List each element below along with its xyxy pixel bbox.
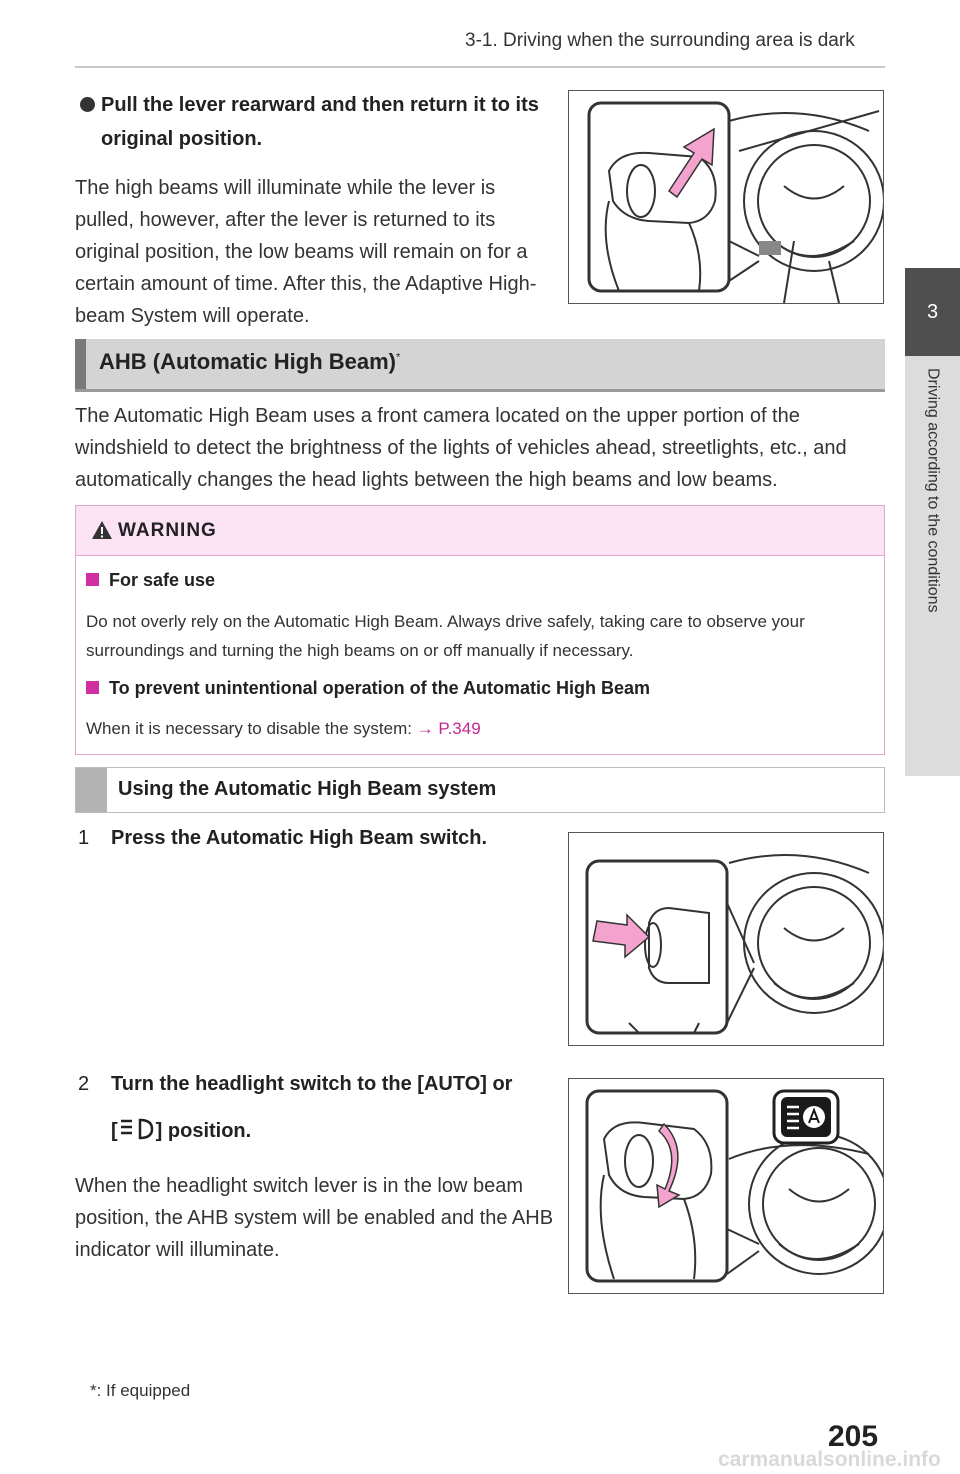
- hand-icon: [606, 153, 716, 291]
- figure-lever-pull: [568, 90, 884, 304]
- footnote-text: *: If equipped: [90, 1381, 191, 1400]
- step-1: [78, 827, 487, 850]
- section-header-title: 3-1. Driving when the surrounding area is dark: [465, 30, 855, 51]
- section-heading-title: AHB (Automatic High Beam): [99, 349, 397, 374]
- warning-prevent-text: When it is necessary to disable the system: → P.349: [86, 719, 481, 738]
- footnote-marker: *: [396, 351, 401, 364]
- subsection-heading-title: Using the Automatic High Beam system: [118, 778, 497, 800]
- figure-headlight-switch: [568, 1078, 884, 1294]
- step-text: ] position.: [155, 1120, 252, 1142]
- warning-subheading-prevent: To prevent unintentional operation of the Automatic High Beam: [86, 678, 650, 699]
- headlight-switch-illustration: [569, 1079, 883, 1293]
- chapter-tab[interactable]: [905, 356, 960, 776]
- warning-box: [75, 505, 885, 755]
- press-arrow-icon: [593, 915, 649, 957]
- high-beam-paragraph: The high beams will illuminate while the lever is pulled, however, after the lever is returned to its original position, the low beams will remain on for a certain amount of time. After this, the Adaptive High-beam System will operate.: [75, 177, 537, 327]
- step-number: 2: [78, 1073, 90, 1095]
- step-text: Press the Automatic High Beam switch.: [111, 827, 488, 849]
- figure-ahb-switch: [568, 832, 884, 1046]
- square-bullet-icon: [86, 681, 99, 694]
- section-heading-ahb: [75, 339, 885, 392]
- rotate-arrow-icon: [657, 1124, 679, 1207]
- pull-arrow-icon: [669, 129, 714, 197]
- lever-pull-illustration: [569, 91, 883, 303]
- ahb-description-paragraph: The Automatic High Beam uses a front camera located on the upper portion of the windshield to detect the brightness of the lights of vehicles ahead, streetlights, etc., and automatically changes the head lights between the high beams and low beams.: [75, 405, 847, 491]
- page-reference-link[interactable]: → P.349: [416, 719, 481, 738]
- section-heading-marker: [75, 339, 86, 389]
- low-beam-symbol-icon: [118, 1117, 156, 1141]
- step-2: [78, 1073, 512, 1096]
- warning-header: [76, 506, 884, 556]
- warning-subheading-safe-use: For safe use: [86, 570, 215, 591]
- square-bullet-icon: [86, 573, 99, 586]
- lever-icon: [645, 908, 709, 983]
- bullet-heading: Pull the lever rearward and then return it to its original position.: [101, 94, 539, 150]
- bullet-icon: [80, 97, 95, 112]
- indicator-paragraph: When the headlight switch lever is in the low beam position, the AHB system will be enabled and the AHB indicator will illuminate.: [75, 1175, 554, 1261]
- header-divider: [75, 66, 885, 68]
- ahb-switch-illustration: [569, 833, 883, 1045]
- hand-icon: [601, 1122, 712, 1279]
- warning-safe-use-text: Do not overly rely on the Automatic High Beam. Always drive safely, taking care to observe your surroundings and turning the high beams on or off manually if necessary.: [86, 612, 805, 660]
- subsection-heading-marker: [76, 768, 107, 812]
- chapter-tab-title: Driving according to the conditions: [924, 368, 942, 613]
- watermark: carmanualsonline.info: [718, 1448, 941, 1471]
- warning-label: WARNING: [118, 520, 217, 541]
- chapter-tab-number[interactable]: 3: [905, 268, 960, 356]
- page-number: 205: [828, 1420, 879, 1453]
- ahb-indicator-icon: [774, 1091, 838, 1143]
- step-2-continued: [ ] position.: [111, 1117, 251, 1143]
- step-text: Turn the headlight switch to the [AUTO] or: [111, 1073, 513, 1095]
- subsection-heading: [75, 767, 885, 813]
- warning-triangle-icon: [91, 520, 113, 540]
- step-number: 1: [78, 827, 90, 849]
